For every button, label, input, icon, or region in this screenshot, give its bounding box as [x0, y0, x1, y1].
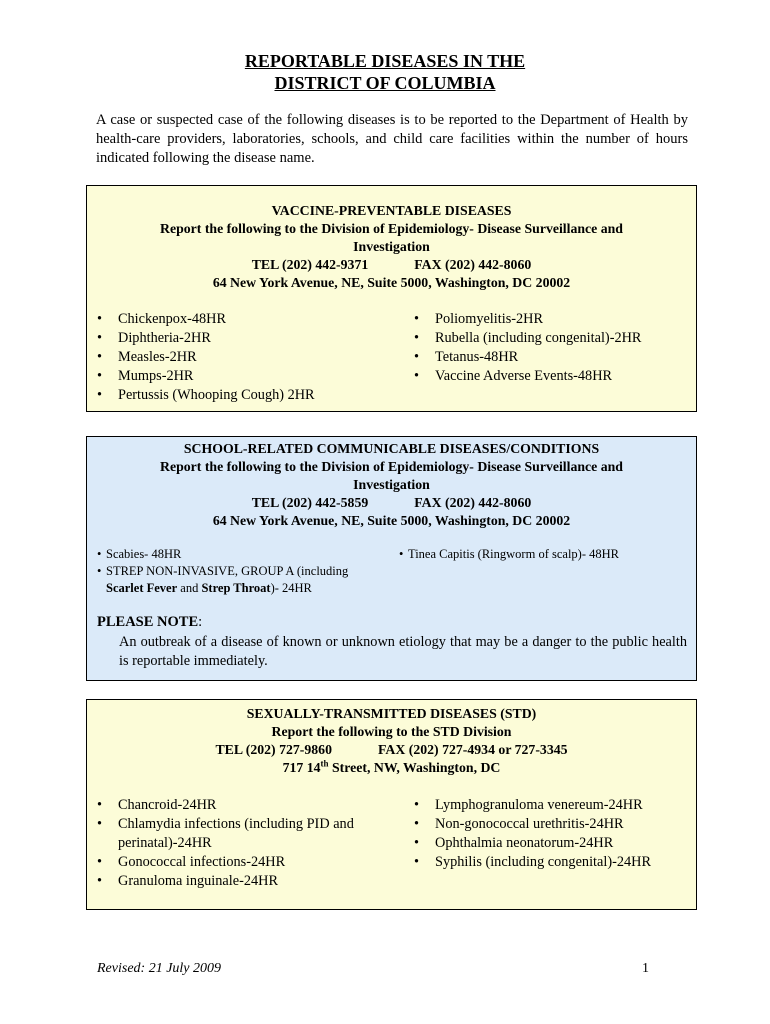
list-item: • Poliomyelitis-2HR	[404, 310, 694, 329]
school-header	[87, 440, 696, 530]
school-fax: FAX (202) 442-8060	[414, 495, 532, 510]
list-item: • Non-gonococcal urethritis-24HR	[404, 815, 694, 834]
list-item: • Granuloma inguinale-24HR	[87, 872, 387, 891]
list-item: • Ophthalmia neonatorum-24HR	[404, 834, 694, 853]
vaccine-fax: FAX (202) 442-8060	[414, 257, 532, 272]
std-tel: TEL (202) 727-9860	[215, 742, 332, 757]
std-report-line: Report the following to the STD Division	[271, 724, 512, 739]
school-list-right	[399, 546, 694, 563]
vaccine-heading: VACCINE-PREVENTABLE DISEASES	[271, 203, 512, 218]
school-address: 64 New York Avenue, NE, Suite 5000, Washington, DC 20002	[212, 513, 571, 528]
vaccine-address: 64 New York Avenue, NE, Suite 5000, Washington, DC 20002	[212, 275, 571, 290]
list-item: • Chancroid-24HR	[87, 796, 387, 815]
vaccine-list-left	[87, 310, 407, 405]
please-note-body: An outbreak of a disease of known or unknown etiology that may be a danger to the public health is reportable immediately.	[119, 634, 687, 669]
list-item: • Measles-2HR	[87, 348, 407, 367]
std-box	[86, 699, 697, 910]
strep-hours-text: )- 24HR	[270, 581, 312, 595]
list-item: • Gonococcal infections-24HR	[87, 853, 387, 872]
strep-group-a-text: STREP NON-INVASIVE, GROUP A (including	[106, 564, 349, 578]
title-line-1: REPORTABLE DISEASES IN THE	[244, 51, 526, 71]
vaccine-report-line-2: Investigation	[353, 239, 430, 254]
std-contact-line	[87, 741, 696, 759]
list-item: • Rubella (including congenital)-2HR	[404, 329, 694, 348]
scarlet-fever-text: Scarlet Fever	[106, 581, 178, 595]
std-address-suffix: th	[320, 758, 329, 769]
std-list-right	[404, 796, 694, 872]
list-item: • Chlamydia infections (including PID and perinatal)-24HR	[87, 815, 387, 853]
school-heading: SCHOOL-RELATED COMMUNICABLE DISEASES/CONDITIONS	[183, 441, 600, 456]
vaccine-list-right	[404, 310, 694, 386]
list-item: • Pertussis (Whooping Cough) 2HR	[87, 386, 407, 405]
std-address-number: 717 14	[282, 760, 321, 775]
list-item: • Diphtheria-2HR	[87, 329, 407, 348]
list-item: • Scabies- 48HR	[97, 546, 397, 563]
and-text: and	[177, 581, 202, 595]
revised-date: Revised: 21 July 2009	[97, 961, 222, 976]
vaccine-contact-line	[87, 256, 696, 274]
list-item: • Syphilis (including congenital)-24HR	[404, 853, 694, 872]
please-note-label	[97, 614, 202, 631]
please-note-text: PLEASE NOTE	[97, 614, 199, 630]
vaccine-preventable-box	[86, 185, 697, 412]
vaccine-tel: TEL (202) 442-9371	[251, 257, 369, 272]
school-contact-line	[87, 494, 696, 512]
std-header	[87, 705, 696, 777]
intro-paragraph: A case or suspected case of the following diseases is to be reported to the Department of Health by health-care providers, laboratories, schools, and child care facilities within the number of hours indicated following the disease name.	[96, 112, 688, 166]
vaccine-header	[87, 202, 696, 292]
school-report-line-1: Report the following to the Division of Epidemiology- Disease Surveillance and	[160, 459, 623, 474]
list-item: • Lymphogranuloma venereum-24HR	[404, 796, 694, 815]
std-address-rest: Street, NW, Washington, DC	[328, 760, 501, 775]
school-tel: TEL (202) 442-5859	[251, 495, 369, 510]
list-item: • Tinea Capitis (Ringworm of scalp)- 48HR	[399, 546, 694, 563]
school-related-box	[86, 436, 697, 681]
list-item: • Vaccine Adverse Events-48HR	[404, 367, 694, 386]
school-report-line-2: Investigation	[353, 477, 430, 492]
list-item: • Mumps-2HR	[87, 367, 407, 386]
std-heading: SEXUALLY-TRANSMITTED DISEASES (STD)	[246, 706, 537, 721]
std-fax: FAX (202) 727-4934 or 727-3345	[377, 742, 568, 757]
page-number: 1	[642, 961, 649, 976]
std-address	[87, 759, 696, 777]
title-line-2: DISTRICT OF COLUMBIA	[274, 73, 496, 93]
vaccine-report-line-1: Report the following to the Division of Epidemiology- Disease Surveillance and	[160, 221, 623, 236]
document-title	[0, 50, 770, 94]
list-item: • Tetanus-48HR	[404, 348, 694, 367]
please-note-colon: :	[198, 614, 203, 630]
school-list-left	[97, 546, 397, 597]
list-item: • Chickenpox-48HR	[87, 310, 407, 329]
std-list-left	[87, 796, 387, 891]
list-item	[97, 563, 397, 597]
strep-throat-text: Strep Throat	[201, 581, 271, 595]
